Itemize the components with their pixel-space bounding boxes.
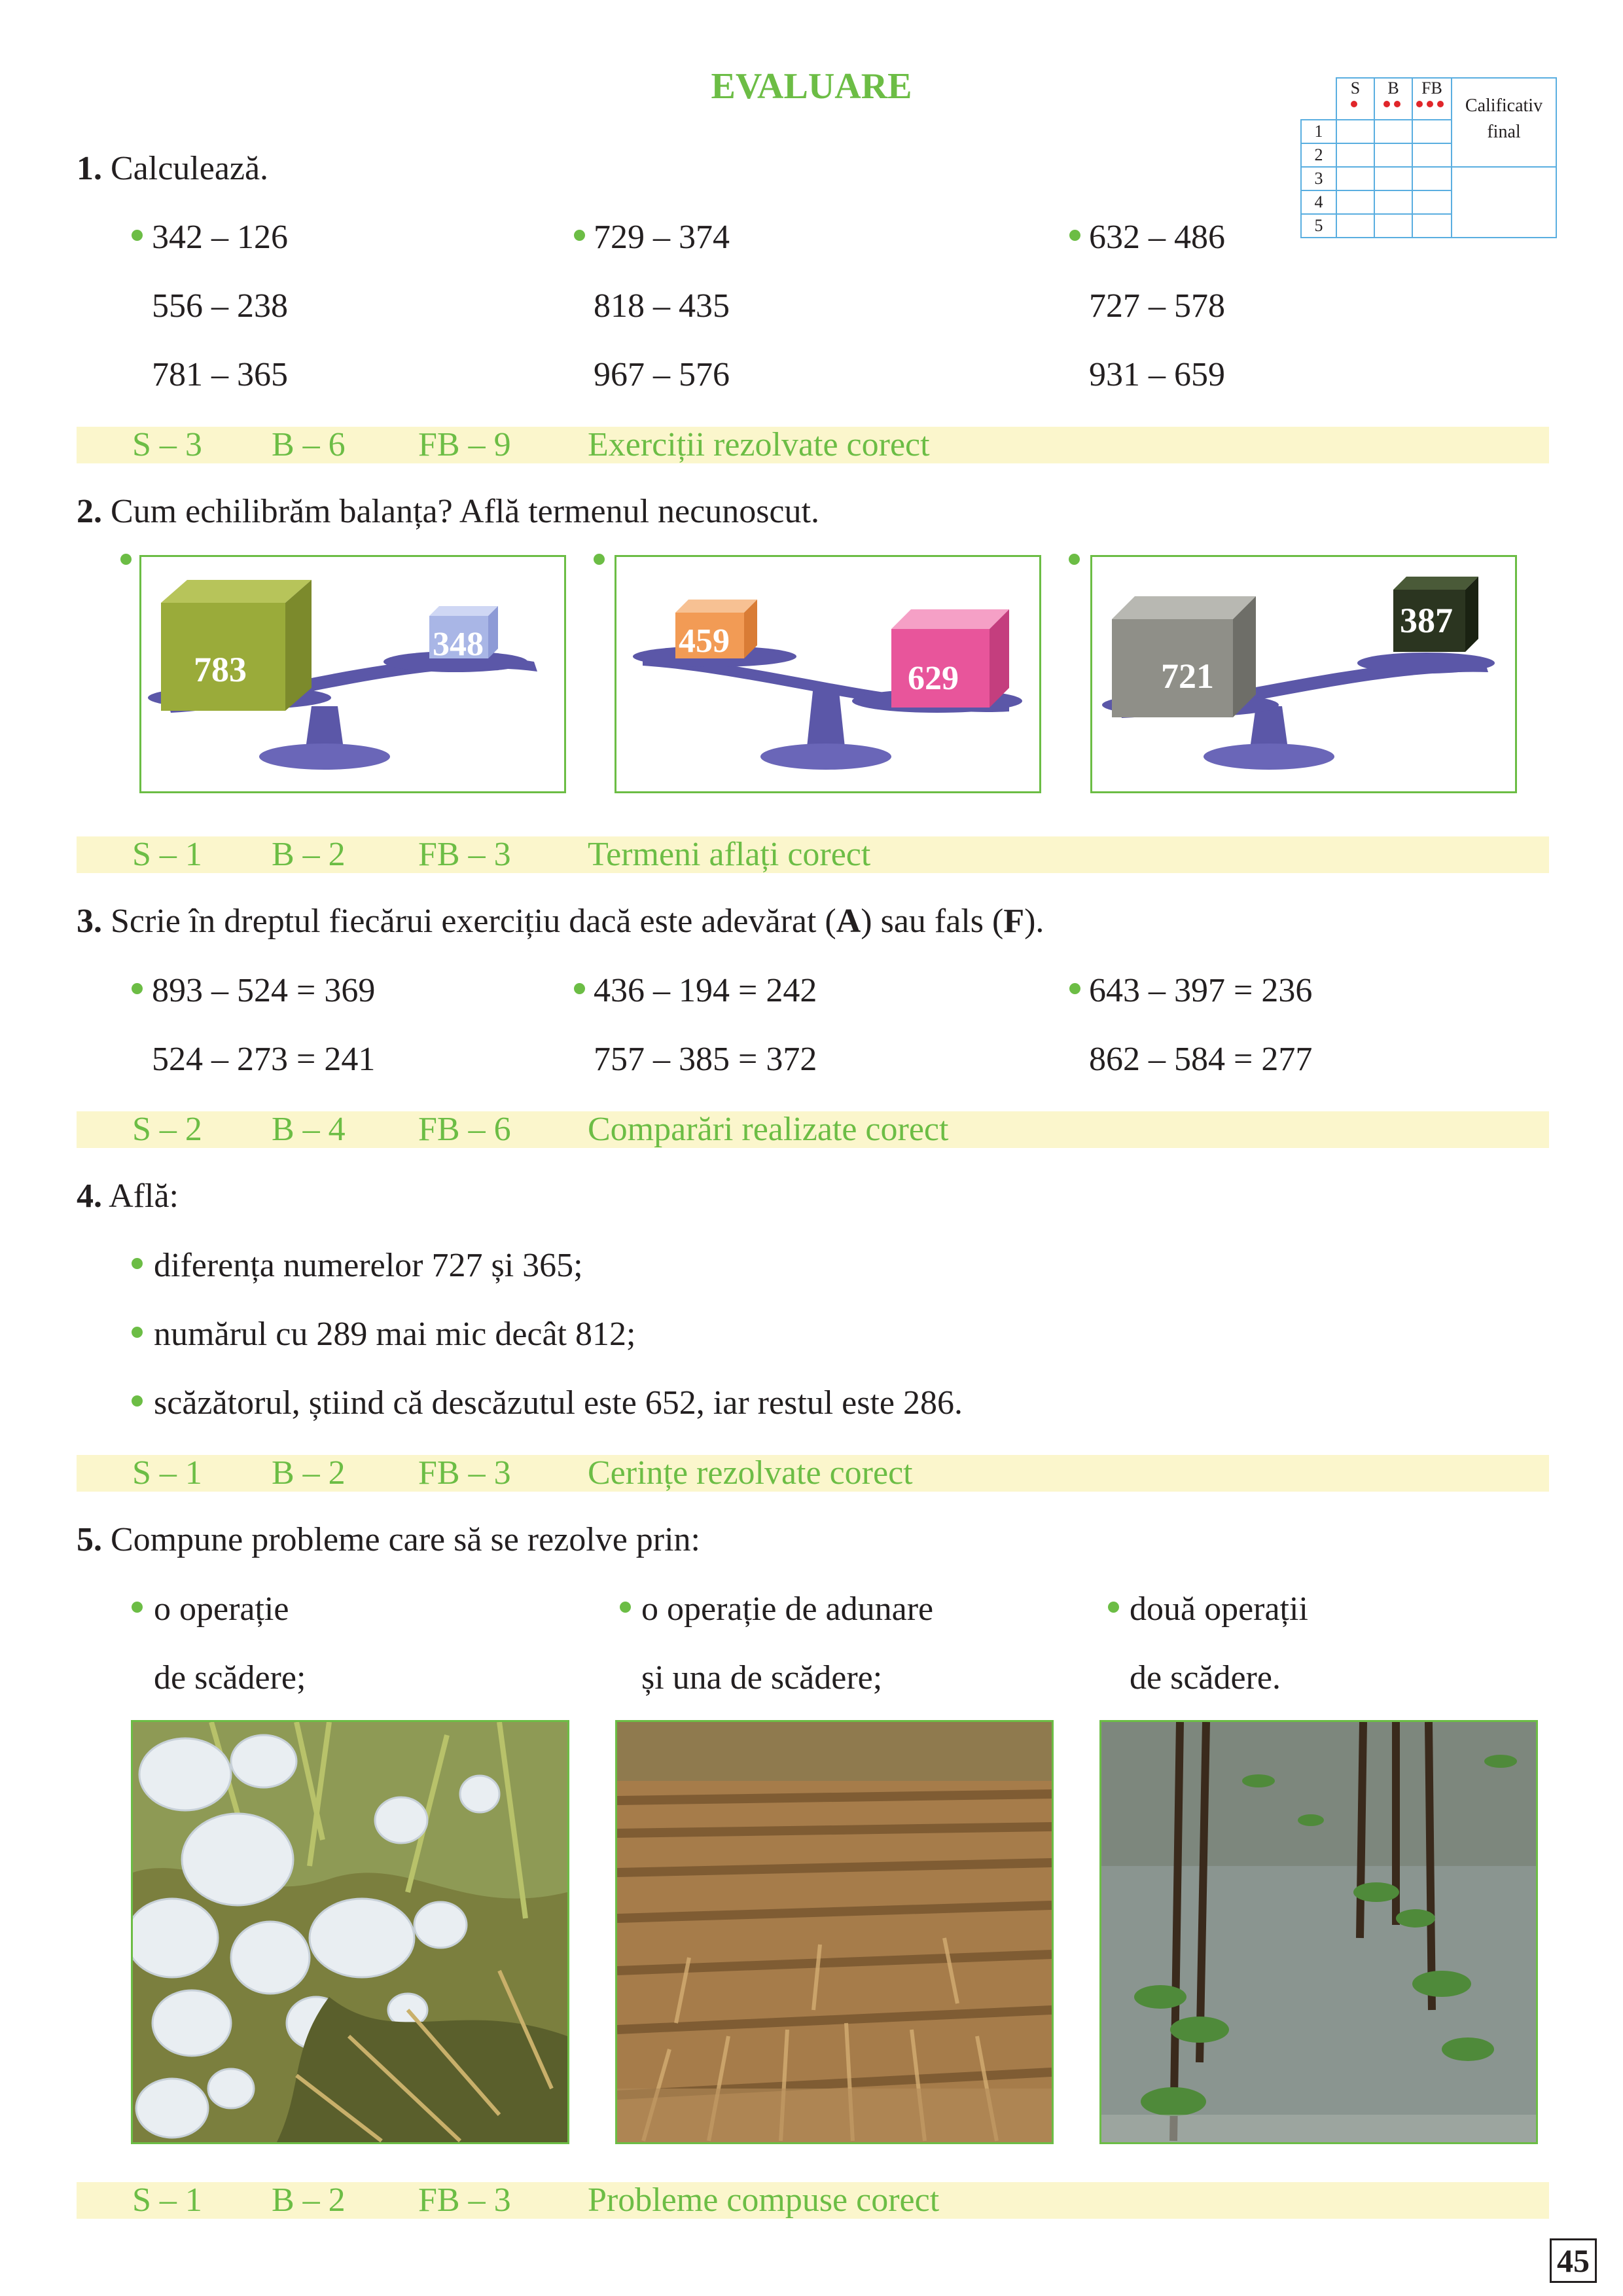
grid-header-b: B: [1374, 78, 1412, 120]
question-1: 1. Calculează.: [77, 150, 269, 187]
task-item: diferența numerelor 727 și 365;: [154, 1247, 583, 1284]
problem-item: o operație: [154, 1590, 289, 1628]
score-b: B – 4: [272, 1111, 346, 1148]
score-s: S – 1: [132, 1454, 202, 1492]
exercise: 729 – 374: [594, 219, 730, 256]
score-b: B – 6: [272, 426, 346, 463]
red-dot-icon: [1427, 101, 1433, 107]
grid-final-cell: [1452, 167, 1556, 238]
bullet-icon: [120, 554, 132, 565]
flooded-plants-photo: [1101, 1722, 1536, 2142]
bullet-icon: [620, 1602, 631, 1613]
bullet-icon: [574, 230, 585, 241]
bullet-icon: [132, 230, 143, 241]
score-fb: FB – 9: [418, 426, 511, 463]
equation: 862 – 584 = 277: [1089, 1041, 1313, 1078]
scale-base: [760, 744, 891, 770]
score-description: Comparări realizate corect: [588, 1111, 949, 1148]
score-b: B – 2: [272, 2181, 346, 2219]
grid-final-label: Calificativ final: [1452, 78, 1556, 167]
exercise: 781 – 365: [152, 356, 288, 393]
problem-item: și una de scădere;: [641, 1659, 883, 1696]
problem-item: două operații: [1130, 1590, 1308, 1628]
problem-item: o operație de adunare: [641, 1590, 934, 1628]
photo-flooded-plants: [1099, 1720, 1538, 2144]
grid-header-s: S: [1336, 78, 1374, 120]
bullet-icon: [132, 1327, 143, 1338]
red-dot-icon: [1416, 101, 1423, 107]
balance-scale-illustration: [616, 557, 1039, 791]
photo-dry-field: [615, 1720, 1054, 2144]
weight-label-big: 629: [908, 660, 959, 697]
score-s: S – 1: [132, 836, 202, 873]
exercise: 727 – 578: [1089, 287, 1225, 325]
score-description: Termeni aflați corect: [588, 836, 871, 873]
scale-base: [259, 744, 390, 770]
grid-row-label: 2: [1301, 143, 1336, 167]
red-dot-icon: [1383, 101, 1390, 107]
equation: 524 – 273 = 241: [152, 1041, 376, 1078]
problem-item: de scădere;: [154, 1659, 306, 1696]
weight-label-small: 348: [433, 626, 484, 663]
red-dot-icon: [1351, 101, 1357, 107]
exercise: 342 – 126: [152, 219, 288, 256]
question-3: 3. Scrie în dreptul fiecărui exercițiu dacă este adevărat (A) sau fals (F).: [77, 903, 1044, 940]
weight-label-small: 459: [679, 622, 730, 660]
equation: 893 – 524 = 369: [152, 972, 376, 1009]
grid-row-label: 3: [1301, 167, 1336, 190]
grid-header-fb: FB: [1412, 78, 1452, 120]
weight-label-small: 387: [1400, 601, 1453, 640]
score-fb: FB – 3: [418, 836, 511, 873]
score-description: Probleme compuse corect: [588, 2181, 940, 2219]
score-s: S – 3: [132, 426, 202, 463]
grid-row-label: 5: [1301, 214, 1336, 238]
photo-hail: [131, 1720, 569, 2144]
score-fb: FB – 3: [418, 2181, 511, 2219]
bullet-icon: [594, 554, 605, 565]
equation: 436 – 194 = 242: [594, 972, 817, 1009]
score-s: S – 2: [132, 1111, 202, 1148]
grid-row-label: 1: [1301, 120, 1336, 143]
bullet-icon: [1108, 1602, 1119, 1613]
score-bar: [77, 1111, 1549, 1148]
red-dot-icon: [1437, 101, 1444, 107]
score-b: B – 2: [272, 1454, 346, 1492]
score-bar: [77, 1455, 1549, 1492]
grid-row-label: 4: [1301, 190, 1336, 214]
weight-label-big: 783: [194, 650, 247, 689]
bullet-icon: [1069, 983, 1080, 994]
score-description: Exerciții rezolvate corect: [588, 426, 930, 463]
weight-label-big: 721: [1161, 656, 1214, 696]
score-b: B – 2: [272, 836, 346, 873]
exercise: 632 – 486: [1089, 219, 1225, 256]
exercise: 818 – 435: [594, 287, 730, 325]
bullet-icon: [132, 1258, 143, 1269]
balance-scale-1: [139, 555, 566, 793]
score-description: Cerințe rezolvate corect: [588, 1454, 913, 1492]
score-fb: FB – 3: [418, 1454, 511, 1492]
question-2: 2. Cum echilibrăm balanța? Află termenul necunoscut.: [77, 493, 819, 530]
bullet-icon: [132, 1395, 143, 1407]
score-bar: [77, 836, 1549, 873]
bullet-icon: [1069, 230, 1080, 241]
score-bar: [77, 427, 1549, 463]
question-5: 5. Compune probleme care să se rezolve prin:: [77, 1521, 700, 1558]
scale-pan: [1357, 653, 1495, 673]
exercise: 931 – 659: [1089, 356, 1225, 393]
equation: 643 – 397 = 236: [1089, 972, 1313, 1009]
balance-scale-2: [615, 555, 1041, 793]
page-number: 45: [1550, 2238, 1597, 2283]
hail-photo: [133, 1722, 567, 2142]
balance-scale-illustration: [1092, 557, 1515, 791]
balance-scale-3: [1090, 555, 1517, 793]
balance-scale-illustration: [141, 557, 564, 791]
weight-cube-big: [161, 580, 312, 711]
exercise: 556 – 238: [152, 287, 288, 325]
task-item: numărul cu 289 mai mic decât 812;: [154, 1316, 636, 1353]
score-s: S – 1: [132, 2181, 202, 2219]
score-bar: [77, 2182, 1549, 2219]
bullet-icon: [132, 1602, 143, 1613]
evaluation-grid: [1300, 77, 1557, 238]
red-dot-icon: [1394, 101, 1400, 107]
bullet-icon: [1069, 554, 1080, 565]
exercise: 967 – 576: [594, 356, 730, 393]
question-4: 4. Află:: [77, 1177, 179, 1215]
page-title: EVALUARE: [711, 66, 912, 107]
problem-item: de scădere.: [1130, 1659, 1281, 1696]
equation: 757 – 385 = 372: [594, 1041, 817, 1078]
scale-base: [1204, 744, 1334, 770]
score-fb: FB – 6: [418, 1111, 511, 1148]
dry-field-photo: [617, 1722, 1052, 2142]
bullet-icon: [132, 983, 143, 994]
task-item: scăzătorul, știind că descăzutul este 652, iar restul este 286.: [154, 1384, 963, 1422]
bullet-icon: [574, 983, 585, 994]
